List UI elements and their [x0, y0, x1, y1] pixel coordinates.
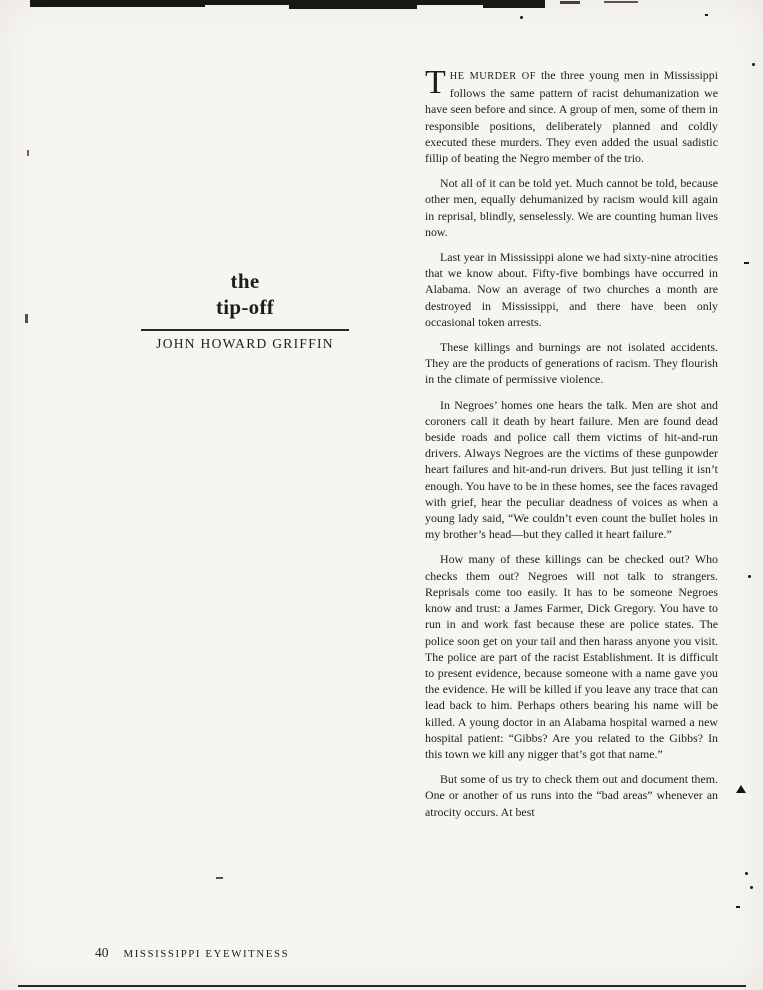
- scan-artifact: [744, 262, 749, 264]
- article-text-column: [425, 64, 718, 829]
- article-paragraph: [425, 64, 718, 166]
- scan-artifact: [289, 0, 417, 9]
- scan-artifact: [748, 575, 751, 578]
- article-paragraph: In Negroes’ homes one hears the talk. Men are shot and coroners call it death by heart failure. Men are found dead beside roads and police call them victims of hit-and-run drivers. Always Negroes are the victims of these gunpowder heart failures and hit-and-run drivers. But just telling it isn’t enough. You have to be in these homes, see the faces ravaged with grief, hear the peculiar deadness of voices as when a young lady said, “We couldn’t even count the bullet holes in my brother’s head—but they called it heart failure.”: [425, 397, 718, 542]
- scan-artifact: [216, 877, 223, 879]
- article-paragraph: How many of these killings can be checked out? Who checks them out? Negroes will not talk to strangers. Reprisals come too easily. It has to be someone Negroes know and trust: a James Farmer, Dick Gregory. You have to run in and work fast because these are police states. The police soon get on your tail and then harass anyone you visit. The police are part of the racist Establishment. It is difficult to present evidence, because someone with a name gave you the evidence. He will be killed if you leave any trace that can lead back to him. Perhaps others bearing his name will be killed. A young doctor in an Alabama hospital warned a new hospital patient: “Gibbs? Are you related to the Gibbs? In this town we kill any nigger that’s got that name.”: [425, 552, 718, 761]
- paragraph-text: the three young men in Mississippi follows the same pattern of racist dehumanization we have seen before and since. A group of men, some of them in responsible positions, deliberately planned and coldly executed these murders. They even added the usual sadistic fillip of beating the Negro member of the trio.: [425, 68, 718, 166]
- article-paragraph: But some of us try to check them out and document them. One or another of us runs into the “bad areas” whenever an atrocity occurs. At best: [425, 772, 718, 819]
- scan-artifact: [736, 906, 740, 908]
- scan-artifact: [203, 0, 291, 5]
- scan-artifact: [604, 1, 638, 3]
- article-title-line-1: the: [230, 269, 260, 293]
- scan-artifact: [27, 150, 29, 156]
- article-title-line-2: tip-off: [215, 295, 275, 319]
- scan-artifact: [30, 0, 205, 7]
- page-footer: [95, 944, 289, 962]
- scan-artifact: [752, 63, 755, 66]
- drop-cap: T: [425, 64, 446, 101]
- article-paragraph: These killings and burnings are not isolated accidents. They are the products of generations of racism. They flourish in the climate of permissive violence.: [425, 340, 718, 387]
- scan-artifact: [750, 886, 753, 889]
- scan-artifact: [736, 785, 746, 793]
- article-title-block: [120, 268, 370, 352]
- scan-artifact: [520, 16, 523, 19]
- scan-artifact: [560, 1, 580, 4]
- scan-artifact: [25, 314, 28, 323]
- scan-artifact: [416, 0, 484, 5]
- scan-artifact: [483, 0, 545, 8]
- scan-artifact: [745, 872, 748, 875]
- article-paragraph: Last year in Mississippi alone we had sixty-nine atrocities that we know about. Fifty-five bombings have occurred in Alabama. Now an average of two churches a month are destroyed in Mississippi, and there have been only occasional token arrests.: [425, 250, 718, 329]
- publication-name: MISSISSIPPI EYEWITNESS: [123, 948, 290, 960]
- article-author: JOHN HOWARD GRIFFIN: [156, 336, 334, 351]
- article-paragraph: Not all of it can be told yet. Much cannot be told, because other men, equally dehumanized by racism would kill again in reprisal, blindly, senselessly. We are counting human lives now.: [425, 176, 718, 239]
- page-number: 40: [95, 945, 109, 960]
- title-rule: [141, 329, 349, 331]
- lead-in-small-caps: HE MURDER OF: [449, 71, 536, 82]
- scan-artifact: [18, 985, 746, 987]
- scan-artifact: [705, 14, 708, 16]
